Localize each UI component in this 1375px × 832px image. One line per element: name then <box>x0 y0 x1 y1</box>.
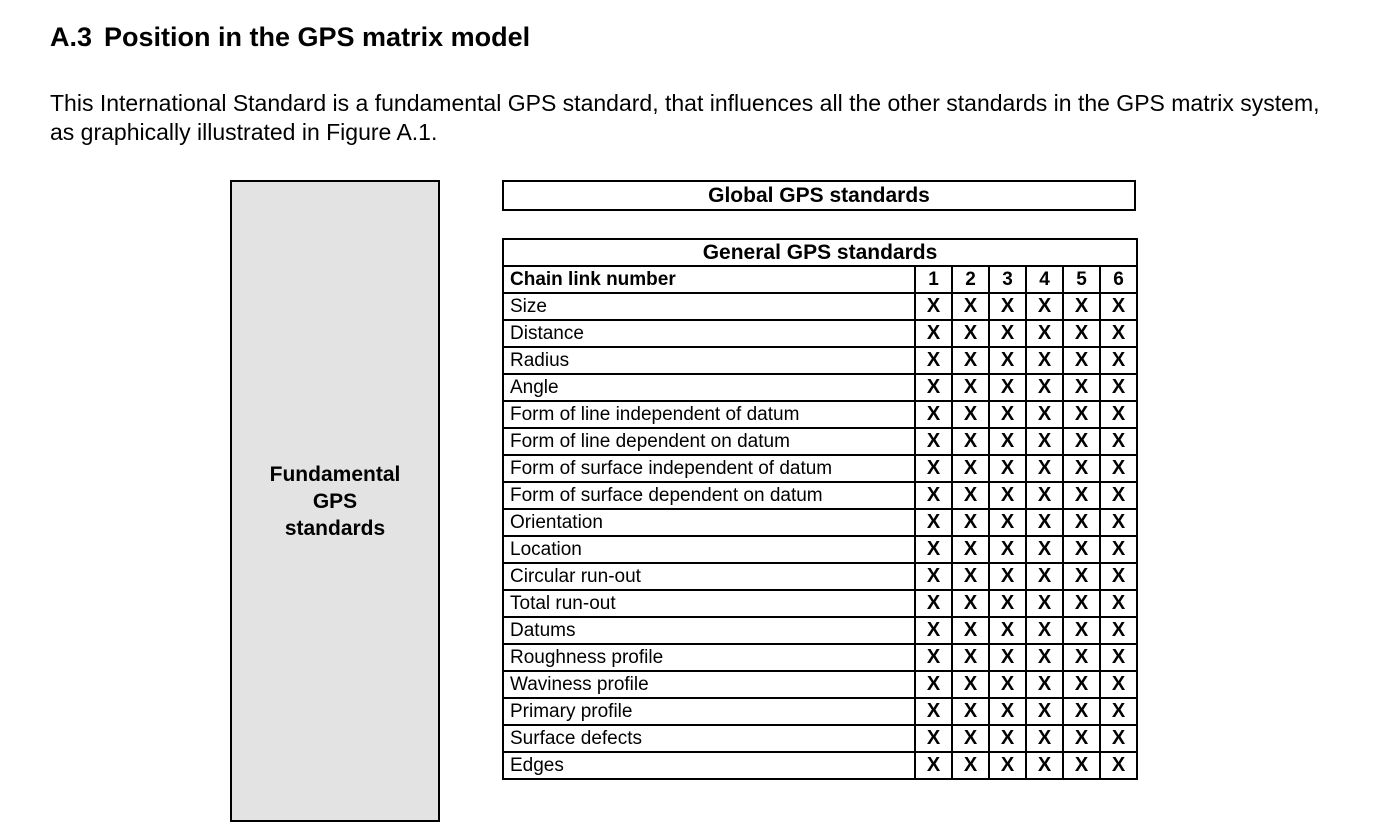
chain-link-mark-6: X <box>1100 725 1137 752</box>
table-row <box>503 536 1137 563</box>
fundamental-label-line-2: GPS <box>312 490 358 513</box>
chain-link-mark-3: X <box>989 320 1026 347</box>
chain-link-mark-1: X <box>915 455 952 482</box>
chain-link-mark-6: X <box>1100 752 1137 779</box>
characteristic-label: Form of line independent of datum <box>503 401 915 428</box>
chain-link-mark-1: X <box>915 644 952 671</box>
chain-link-mark-3: X <box>989 293 1026 320</box>
general-title-row <box>503 239 1137 266</box>
chain-link-mark-3: X <box>989 428 1026 455</box>
chain-link-mark-2: X <box>952 698 989 725</box>
chain-link-mark-1: X <box>915 401 952 428</box>
chain-link-mark-6: X <box>1100 698 1137 725</box>
chain-link-2: 2 <box>952 266 989 293</box>
chain-link-mark-2: X <box>952 563 989 590</box>
chain-link-mark-4: X <box>1026 293 1063 320</box>
chain-link-mark-2: X <box>952 644 989 671</box>
general-gps-title: General GPS standards <box>503 239 1137 266</box>
characteristic-label: Waviness profile <box>503 671 915 698</box>
chain-link-mark-2: X <box>952 509 989 536</box>
chain-link-mark-1: X <box>915 590 952 617</box>
chain-link-mark-3: X <box>989 482 1026 509</box>
characteristic-label: Orientation <box>503 509 915 536</box>
chain-link-mark-5: X <box>1063 725 1100 752</box>
characteristic-label: Primary profile <box>503 698 915 725</box>
chain-link-mark-1: X <box>915 428 952 455</box>
chain-link-mark-3: X <box>989 752 1026 779</box>
characteristic-label: Total run-out <box>503 590 915 617</box>
chain-link-mark-5: X <box>1063 374 1100 401</box>
intro-paragraph: This International Standard is a fundamental GPS standard, that influences all the other standards in the GPS matrix system, as graphically illustrated in Figure A.1. <box>50 90 1320 145</box>
chain-link-mark-1: X <box>915 293 952 320</box>
characteristic-label: Size <box>503 293 915 320</box>
chain-link-mark-3: X <box>989 617 1026 644</box>
section-number: A.3 <box>50 22 93 52</box>
table-row <box>503 347 1137 374</box>
chain-link-mark-2: X <box>952 752 989 779</box>
chain-link-mark-1: X <box>915 617 952 644</box>
characteristic-label: Datums <box>503 617 915 644</box>
chain-link-mark-4: X <box>1026 698 1063 725</box>
chain-link-mark-1: X <box>915 671 952 698</box>
chain-link-mark-4: X <box>1026 563 1063 590</box>
characteristic-label: Form of surface dependent on datum <box>503 482 915 509</box>
chain-link-mark-5: X <box>1063 644 1100 671</box>
chain-link-mark-5: X <box>1063 752 1100 779</box>
chain-link-mark-2: X <box>952 455 989 482</box>
table-row <box>503 644 1137 671</box>
chain-link-mark-2: X <box>952 401 989 428</box>
section-heading <box>50 22 530 53</box>
chain-link-mark-6: X <box>1100 590 1137 617</box>
chain-link-mark-2: X <box>952 725 989 752</box>
chain-link-mark-4: X <box>1026 752 1063 779</box>
characteristic-label: Radius <box>503 347 915 374</box>
chain-link-mark-6: X <box>1100 374 1137 401</box>
chain-link-mark-5: X <box>1063 293 1100 320</box>
chain-link-mark-6: X <box>1100 428 1137 455</box>
characteristic-label: Edges <box>503 752 915 779</box>
chain-link-mark-6: X <box>1100 617 1137 644</box>
global-gps-box: Global GPS standards <box>502 180 1136 211</box>
chain-link-mark-6: X <box>1100 401 1137 428</box>
chain-link-mark-3: X <box>989 671 1026 698</box>
chain-link-mark-4: X <box>1026 401 1063 428</box>
characteristic-label: Circular run-out <box>503 563 915 590</box>
table-row <box>503 293 1137 320</box>
chain-link-mark-5: X <box>1063 536 1100 563</box>
chain-link-mark-4: X <box>1026 590 1063 617</box>
chain-link-mark-2: X <box>952 671 989 698</box>
chain-link-mark-3: X <box>989 536 1026 563</box>
chain-link-mark-5: X <box>1063 509 1100 536</box>
chain-link-mark-4: X <box>1026 644 1063 671</box>
chain-link-mark-2: X <box>952 320 989 347</box>
table-row <box>503 590 1137 617</box>
chain-link-mark-1: X <box>915 374 952 401</box>
chain-link-3: 3 <box>989 266 1026 293</box>
characteristic-label: Surface defects <box>503 725 915 752</box>
chain-link-mark-2: X <box>952 428 989 455</box>
table-row <box>503 725 1137 752</box>
chain-link-mark-4: X <box>1026 320 1063 347</box>
chain-link-mark-3: X <box>989 563 1026 590</box>
chain-link-mark-4: X <box>1026 347 1063 374</box>
chain-link-mark-1: X <box>915 320 952 347</box>
chain-link-mark-4: X <box>1026 536 1063 563</box>
chain-link-mark-3: X <box>989 590 1026 617</box>
chain-link-mark-5: X <box>1063 590 1100 617</box>
chain-link-mark-4: X <box>1026 482 1063 509</box>
chain-link-mark-3: X <box>989 374 1026 401</box>
chain-link-mark-3: X <box>989 725 1026 752</box>
chain-link-mark-5: X <box>1063 482 1100 509</box>
chain-link-mark-2: X <box>952 374 989 401</box>
chain-link-mark-5: X <box>1063 617 1100 644</box>
chain-link-mark-4: X <box>1026 455 1063 482</box>
chain-link-mark-5: X <box>1063 698 1100 725</box>
chain-link-mark-4: X <box>1026 509 1063 536</box>
table-row <box>503 752 1137 779</box>
chain-link-mark-6: X <box>1100 320 1137 347</box>
fundamental-label-line-3: standards <box>284 517 386 540</box>
chain-link-5: 5 <box>1063 266 1100 293</box>
chain-link-mark-5: X <box>1063 347 1100 374</box>
table-row <box>503 428 1137 455</box>
characteristic-label: Angle <box>503 374 915 401</box>
table-row <box>503 401 1137 428</box>
chain-link-mark-4: X <box>1026 374 1063 401</box>
chain-link-mark-1: X <box>915 509 952 536</box>
matrix-body <box>503 293 1137 779</box>
chain-link-mark-5: X <box>1063 455 1100 482</box>
chain-link-mark-5: X <box>1063 428 1100 455</box>
table-row <box>503 698 1137 725</box>
chain-link-4: 4 <box>1026 266 1063 293</box>
table-row <box>503 455 1137 482</box>
chain-link-mark-6: X <box>1100 536 1137 563</box>
chain-link-mark-2: X <box>952 482 989 509</box>
fundamental-label-line-1: Fundamental <box>269 463 401 486</box>
characteristic-label: Form of surface independent of datum <box>503 455 915 482</box>
chain-link-mark-3: X <box>989 401 1026 428</box>
chain-link-mark-6: X <box>1100 563 1137 590</box>
chain-link-mark-1: X <box>915 698 952 725</box>
fundamental-gps-label <box>232 461 438 542</box>
chain-link-mark-1: X <box>915 347 952 374</box>
chain-link-mark-2: X <box>952 590 989 617</box>
chain-link-mark-4: X <box>1026 617 1063 644</box>
chain-link-1: 1 <box>915 266 952 293</box>
chain-link-mark-6: X <box>1100 347 1137 374</box>
chain-link-mark-6: X <box>1100 509 1137 536</box>
chain-link-mark-6: X <box>1100 482 1137 509</box>
chain-link-mark-2: X <box>952 347 989 374</box>
chain-link-mark-3: X <box>989 698 1026 725</box>
chain-link-mark-3: X <box>989 644 1026 671</box>
chain-link-mark-4: X <box>1026 671 1063 698</box>
chain-link-mark-5: X <box>1063 671 1100 698</box>
table-row <box>503 509 1137 536</box>
chain-link-mark-1: X <box>915 752 952 779</box>
chain-link-mark-1: X <box>915 482 952 509</box>
chain-link-mark-6: X <box>1100 644 1137 671</box>
chain-link-mark-6: X <box>1100 455 1137 482</box>
chain-link-label: Chain link number <box>503 266 915 293</box>
chain-link-mark-1: X <box>915 536 952 563</box>
general-gps-matrix <box>502 238 1138 780</box>
chain-link-mark-5: X <box>1063 320 1100 347</box>
chain-link-mark-5: X <box>1063 401 1100 428</box>
table-row <box>503 374 1137 401</box>
chain-link-mark-4: X <box>1026 725 1063 752</box>
chain-link-mark-2: X <box>952 536 989 563</box>
chain-link-mark-1: X <box>915 725 952 752</box>
chain-link-mark-2: X <box>952 293 989 320</box>
characteristic-label: Location <box>503 536 915 563</box>
table-row <box>503 671 1137 698</box>
fundamental-gps-box <box>230 180 440 822</box>
characteristic-label: Distance <box>503 320 915 347</box>
chain-link-mark-3: X <box>989 347 1026 374</box>
chain-link-mark-1: X <box>915 563 952 590</box>
table-row <box>503 482 1137 509</box>
chain-link-mark-4: X <box>1026 428 1063 455</box>
characteristic-label: Form of line dependent on datum <box>503 428 915 455</box>
table-row <box>503 563 1137 590</box>
chain-link-mark-5: X <box>1063 563 1100 590</box>
characteristic-label: Roughness profile <box>503 644 915 671</box>
chain-link-mark-3: X <box>989 455 1026 482</box>
chain-link-mark-2: X <box>952 617 989 644</box>
table-row <box>503 617 1137 644</box>
chain-link-header-row <box>503 266 1137 293</box>
section-title: Position in the GPS matrix model <box>104 22 531 52</box>
chain-link-mark-6: X <box>1100 293 1137 320</box>
chain-link-6: 6 <box>1100 266 1137 293</box>
chain-link-mark-3: X <box>989 509 1026 536</box>
chain-link-mark-6: X <box>1100 671 1137 698</box>
table-row <box>503 320 1137 347</box>
